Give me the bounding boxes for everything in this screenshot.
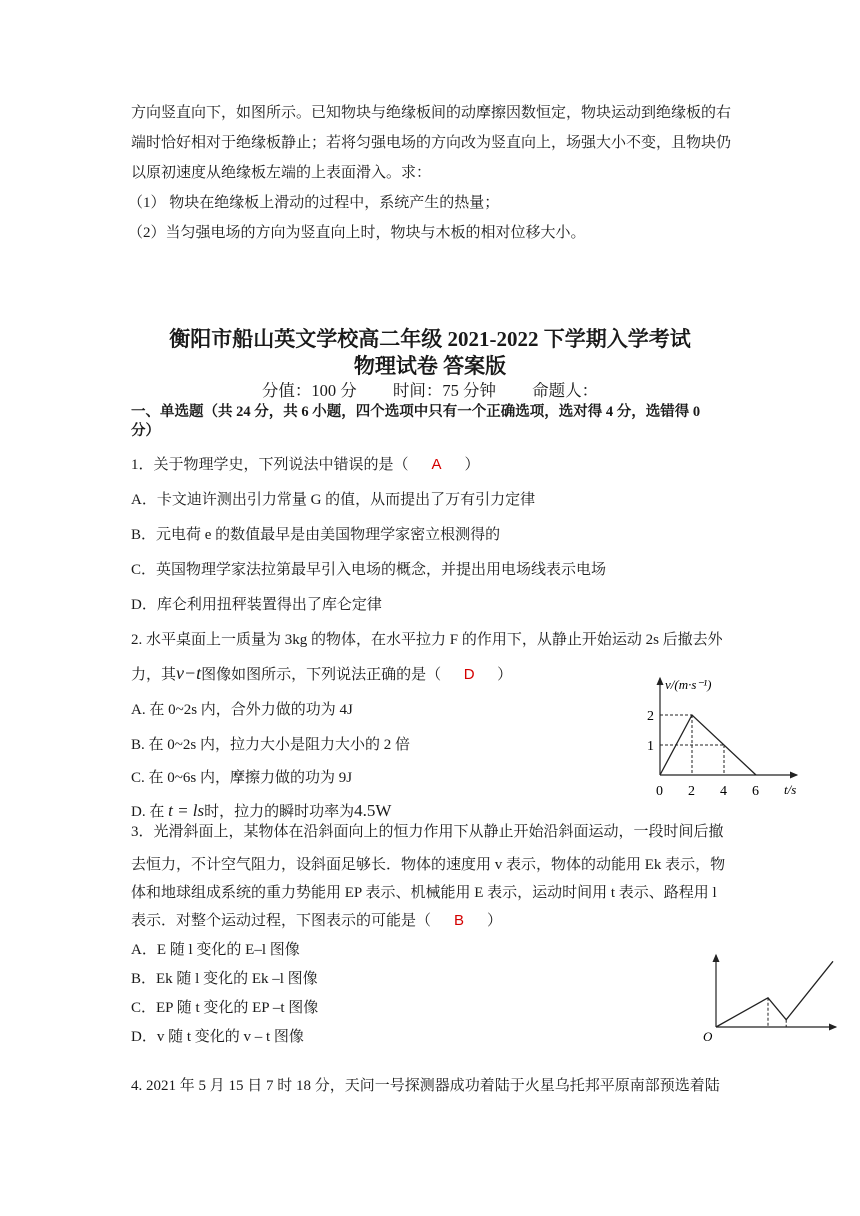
q2-d-text: 时，拉力的瞬时功率为 <box>204 804 355 820</box>
q2-d-equation: t = ls <box>168 801 205 820</box>
q3-answer: B <box>454 912 465 929</box>
vt-chart <box>645 672 805 802</box>
intro-item-1: （1） 物块在绝缘板上滑动的过程中，系统产生的热量； <box>128 195 500 211</box>
q2-option-b: B. 在 0~2s 内，拉力大小是阻力大小的 2 倍 <box>131 737 410 753</box>
section-heading-line-1: 一、单选题（共 24 分，共 6 小题，四个选项中只有一个正确选项，选对得 4 分，选错得 0 <box>131 404 701 420</box>
q2-vt-symbol: v−t <box>176 663 202 683</box>
q1-option-b: B．元电荷 e 的数值最早是由美国物理学家密立根测得的 <box>131 527 501 543</box>
q2-stem-2a: 力，其 <box>131 667 177 683</box>
vt-xtick-label: 6 <box>752 784 759 799</box>
intro-item-2: （2）当匀强电场的方向为竖直向上时，物块与木板的相对位移大小。 <box>128 225 586 241</box>
exam-author: 命题人： <box>532 381 599 400</box>
q1-stem <box>131 455 480 475</box>
q3-graph <box>700 950 840 1050</box>
q2-stem-line-1: 2. 水平桌面上一质量为 3kg 的物体，在水平拉力 F 的作用下，从静止开始运动 2s 后撤去外 <box>131 632 723 648</box>
section-heading-line-2: 分） <box>131 423 160 439</box>
intro-line-2: 端时恰好相对于绝缘板静止；若将匀强电场的方向改为竖直向上，场强大小不变，且物块仍 <box>131 135 732 151</box>
vt-ytick-label: 2 <box>647 709 654 724</box>
q1-answer: A <box>431 456 442 473</box>
exam-title: 衡阳市船山英文学校高二年级 2021-2022 下学期入学考试 <box>169 327 691 351</box>
q2-option-a: A. 在 0~2s 内，合外力做的功为 4J <box>131 702 353 718</box>
vt-xlabel: t/s <box>784 782 797 797</box>
q1-option-a: A．卡文迪许测出引力常量 G 的值，从而提出了万有引力定律 <box>131 492 536 508</box>
q3-stem-line-3: 体和地球组成系统的重力势能用 EP 表示、机械能用 E 表示，运动时间用 t 表示、路程用 l <box>131 885 717 901</box>
q1-option-d: D．库仑利用扭秤装置得出了库仑定律 <box>131 597 382 613</box>
intro-line-3: 以原初速度从绝缘板左端的上表面滑入。求： <box>131 165 432 181</box>
q1-stem-text: 1．关于物理学史，下列说法中错误的是（ <box>131 457 409 473</box>
q1-close: ） <box>464 457 480 473</box>
vt-ytick-label: 1 <box>647 739 654 754</box>
q2-stem-line-2 <box>131 663 512 685</box>
q2-stem-2b: 图像如图所示，下列说法正确的是（ <box>201 667 442 683</box>
q3-option-b: B．Ek 随 l 变化的 Ek –l 图像 <box>131 971 318 987</box>
vt-xtick-label: 0 <box>656 784 663 799</box>
q3-option-a: A．E 随 l 变化的 E–l 图像 <box>131 942 300 958</box>
q2-d-prefix: D. 在 <box>131 804 165 820</box>
vt-xtick-label: 2 <box>688 784 695 799</box>
vt-ylabel: v/(m·s⁻¹) <box>665 677 712 692</box>
q3-close: ） <box>487 913 503 929</box>
q3-stem-line-4 <box>131 911 502 931</box>
q1-option-c: C．英国物理学家法拉第最早引入电场的概念，并提出用电场线表示电场 <box>131 562 607 578</box>
q3-stem-line-1: 3．光滑斜面上，某物体在沿斜面向上的恒力作用下从静止开始沿斜面运动，一段时间后撤 <box>131 824 724 840</box>
q2-option-d <box>131 801 391 822</box>
q2-answer: D <box>463 666 475 683</box>
exam-meta <box>0 377 860 401</box>
q2-close: ） <box>497 667 513 683</box>
exam-score: 分值：100 分 <box>261 381 357 400</box>
q3-option-d: D．v 随 t 变化的 v – t 图像 <box>131 1029 304 1045</box>
q4-stem-line-1: 4. 2021 年 5 月 15 日 7 时 18 分，天问一号探测器成功着陆于火星乌托邦平原南部预选着陆 <box>131 1078 720 1094</box>
vt-xtick-label: 4 <box>720 784 727 799</box>
q3-option-c: C．EP 随 t 变化的 EP –t 图像 <box>131 1000 319 1016</box>
q3-origin-label: O <box>703 1029 713 1044</box>
q3-stem-4: 表示．对整个运动过程，下图表示的可能是（ <box>131 913 432 929</box>
intro-line-1: 方向竖直向下，如图所示。已知物块与绝缘板间的动摩擦因数恒定，物块运动到绝缘板的右 <box>131 105 732 121</box>
exam-subtitle: 物理试卷 答案版 <box>353 354 507 378</box>
q3-stem-line-2: 去恒力，不计空气阻力，设斜面足够长．物体的速度用 v 表示，物体的动能用 Ek 表示，物 <box>131 857 726 873</box>
q2-d-value: 4.5W <box>354 801 392 820</box>
exam-time: 时间：75 分钟 <box>392 381 496 400</box>
q3-series-line <box>716 961 833 1027</box>
q2-option-c: C. 在 0~6s 内，摩擦力做的功为 9J <box>131 770 353 786</box>
